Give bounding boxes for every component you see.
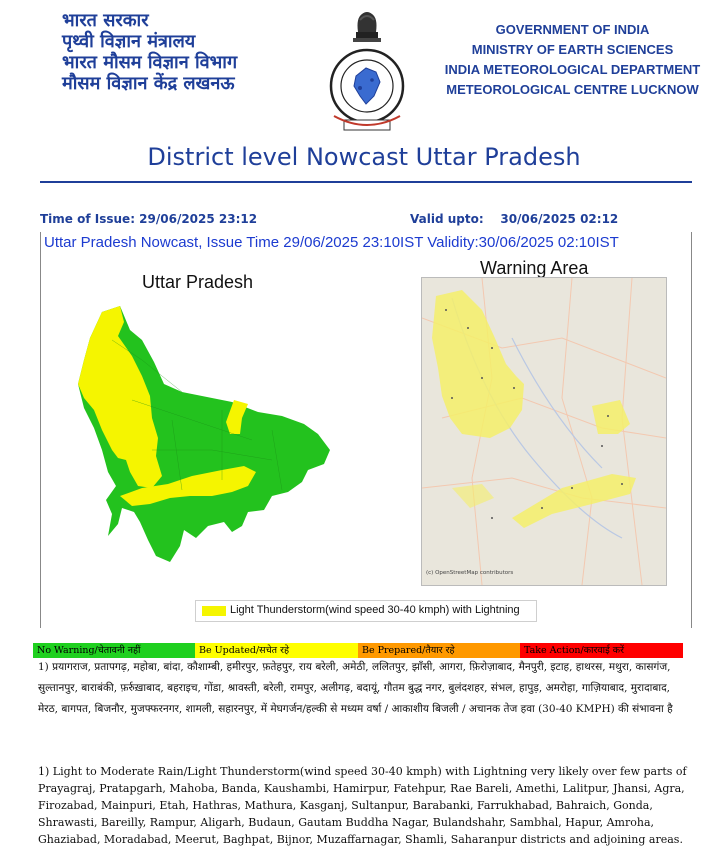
- english-line-govt: GOVERNMENT OF INDIA: [495, 22, 650, 37]
- hindi-line-ministry: पृथ्वी विज्ञान मंत्रालय: [62, 31, 196, 52]
- english-line-centre: METEOROLOGICAL CENTRE LUCKNOW: [446, 82, 699, 97]
- legend-label: Light Thunderstorm(wind speed 30-40 kmph) with Lightning: [230, 604, 520, 616]
- status-be-prepared: Be Prepared/तैयार रहे: [358, 643, 520, 658]
- status-no-warning: No Warning/चेतावनी नहीं: [33, 643, 195, 658]
- status-be-updated: Be Updated/सचेत रहे: [195, 643, 358, 658]
- title-divider: [40, 181, 692, 183]
- english-header: [430, 20, 715, 100]
- hindi-header: [62, 10, 237, 94]
- map-header: Uttar Pradesh Nowcast, Issue Time 29/06/2025 23:10IST Validity:30/06/2025 02:10IST: [44, 234, 619, 251]
- hindi-line-govt: भारत सरकार: [62, 10, 149, 31]
- status-take-action: Take Action/कारवाई करें: [520, 643, 683, 658]
- english-line-imd: INDIA METEOROLOGICAL DEPARTMENT: [444, 62, 701, 77]
- warning-area-map: [421, 277, 667, 586]
- ashoka-emblem-icon: [353, 12, 381, 42]
- valid-upto: Valid upto: 30/06/2025 02:12: [410, 212, 619, 226]
- hindi-line-centre: मौसम विज्ञान केंद्र लखनऊ: [62, 73, 235, 94]
- time-of-issue: Time of Issue: 29/06/2025 23:12: [40, 212, 258, 226]
- warning-text-hindi: 1) प्रयागराज, प्रतापगढ़, महोबा, बांदा, कौशाम्बी, हमीरपुर, फ़तेहपुर, राय बरेली, अमेठी, ललितपुर, झाँसी, आगरा, फ़िरोज़ाबाद, मैनपुरी, इटाह, हाथरस, मथुरा, कासगंज, सुल्तानपुर, बाराबंकी, फ़र्रुख़ाबाद, बहराइच, गोंडा, श्रावस्ती, बरेली, रामपुर, अलीगढ़, बदायूं, गौतम बुद्ध नगर, बुलंदशहर, संभल, हापुड़, अमरोहा, गाज़ियाबाद, मुरादाबाद, मेरठ, बागपत, बिजनौर, मुजफ्फरनगर, शामली, सहारनपुर, में मेघगर्जन/हल्की से मध्यम वर्षा / आकाशीय बिजली / अचानक तेज हवा (30-40 KMPH) की संभावना है: [38, 661, 673, 715]
- imd-logo: [326, 6, 408, 136]
- hindi-line-imd: भारत मौसम विज्ञान विभाग: [62, 52, 238, 73]
- warning-text-english: 1) Light to Moderate Rain/Light Thunderstorm(wind speed 30-40 kmph) with Lightning very likely over few parts of Prayagraj, Pratapgarh, Mahoba, Banda, Kaushambi, Hamirpur, Fatehpur, Rae Bareli, Amethi, Lalitpur, Jhansi, Agra, Firozabad, Mainpuri, Etah, Hathras, Mathura, Kasganj, Sultanpur, Barabanki, Farrukhabad, Bahraich, Gonda, Shrawasti, Bareilly, Rampur, Aligarh, Budaun, Gautam Buddha Nagar, Bulandshahr, Sambhal, Hapur, Amroha, Ghaziabad, Moradabad, Meerut, Baghpat, Bijnor, Muzaffarnagar, Shamli, Saharanpur districts and adjoining areas.: [38, 765, 687, 846]
- legend-yellow-swatch: [202, 606, 226, 616]
- up-district-map: [72, 300, 332, 562]
- page-title: District level Nowcast Uttar Pradesh: [147, 143, 581, 171]
- warning-status-bar: [33, 643, 683, 658]
- english-line-ministry: MINISTRY OF EARTH SCIENCES: [471, 42, 674, 57]
- left-map-title: Uttar Pradesh: [142, 272, 254, 292]
- map-legend: [195, 600, 537, 622]
- osm-attribution: (c) OpenStreetMap contributors: [426, 570, 514, 576]
- right-map-title: Warning Area: [480, 258, 589, 278]
